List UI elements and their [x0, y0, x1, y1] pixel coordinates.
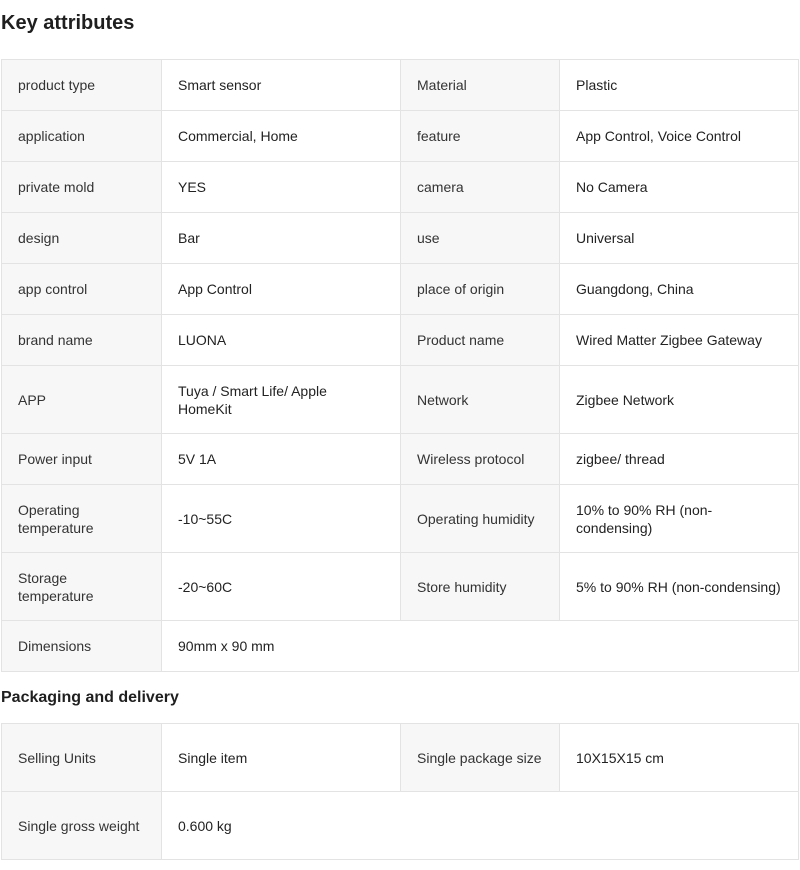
packaging-table [1, 723, 799, 860]
attr-value: Smart sensor [162, 60, 401, 111]
attr-key: place of origin [401, 264, 560, 315]
attr-value: Commercial, Home [162, 111, 401, 162]
packaging-heading: Packaging and delivery [1, 689, 179, 706]
attr-value: -10~55C [162, 485, 401, 553]
attr-key: Single package size [401, 724, 560, 792]
attr-key: Operating humidity [401, 485, 560, 553]
attr-value: Single item [162, 724, 401, 792]
attr-value: 10X15X15 cm [560, 724, 799, 792]
table-row [2, 315, 799, 366]
key-attributes-table [1, 59, 799, 672]
table-row [2, 111, 799, 162]
attr-value: -20~60C [162, 553, 401, 621]
attr-key: product type [2, 60, 162, 111]
attr-key: Wireless protocol [401, 434, 560, 485]
table-row [2, 434, 799, 485]
attr-key: Storage temperature [2, 553, 162, 621]
table-row [2, 724, 799, 792]
attr-value: Zigbee Network [560, 366, 799, 434]
attr-value: zigbee/ thread [560, 434, 799, 485]
attr-key: design [2, 213, 162, 264]
attr-key: Material [401, 60, 560, 111]
attr-key: brand name [2, 315, 162, 366]
table-row [2, 162, 799, 213]
attr-value: 0.600 kg [162, 792, 799, 860]
attr-key: private mold [2, 162, 162, 213]
table-row [2, 366, 799, 434]
key-attributes-heading: Key attributes [1, 12, 135, 34]
attr-value: Bar [162, 213, 401, 264]
attr-key: application [2, 111, 162, 162]
attr-key: Power input [2, 434, 162, 485]
attr-value: 5% to 90% RH (non-condensing) [560, 553, 799, 621]
attr-value: App Control, Voice Control [560, 111, 799, 162]
attr-key: Operating temperature [2, 485, 162, 553]
table-row [2, 621, 799, 672]
attr-key: feature [401, 111, 560, 162]
attr-key: Dimensions [2, 621, 162, 672]
attr-value: YES [162, 162, 401, 213]
attr-key: Network [401, 366, 560, 434]
table-row [2, 60, 799, 111]
attr-key: Store humidity [401, 553, 560, 621]
attr-value: Wired Matter Zigbee Gateway [560, 315, 799, 366]
attr-key: camera [401, 162, 560, 213]
table-row [2, 792, 799, 860]
attr-value: Plastic [560, 60, 799, 111]
attr-value: Guangdong, China [560, 264, 799, 315]
attr-value: App Control [162, 264, 401, 315]
attr-value: No Camera [560, 162, 799, 213]
attr-key: Product name [401, 315, 560, 366]
table-row [2, 553, 799, 621]
attr-value: Universal [560, 213, 799, 264]
attr-value: LUONA [162, 315, 401, 366]
table-row [2, 264, 799, 315]
attr-key: use [401, 213, 560, 264]
attr-key: Single gross weight [2, 792, 162, 860]
attr-value: 10% to 90% RH (non-condensing) [560, 485, 799, 553]
table-row [2, 485, 799, 553]
attr-key: Selling Units [2, 724, 162, 792]
table-row [2, 213, 799, 264]
attr-value: Tuya / Smart Life/ Apple HomeKit [162, 366, 401, 434]
attr-value: 5V 1A [162, 434, 401, 485]
attr-key: app control [2, 264, 162, 315]
attr-value: 90mm x 90 mm [162, 621, 799, 672]
attr-key: APP [2, 366, 162, 434]
